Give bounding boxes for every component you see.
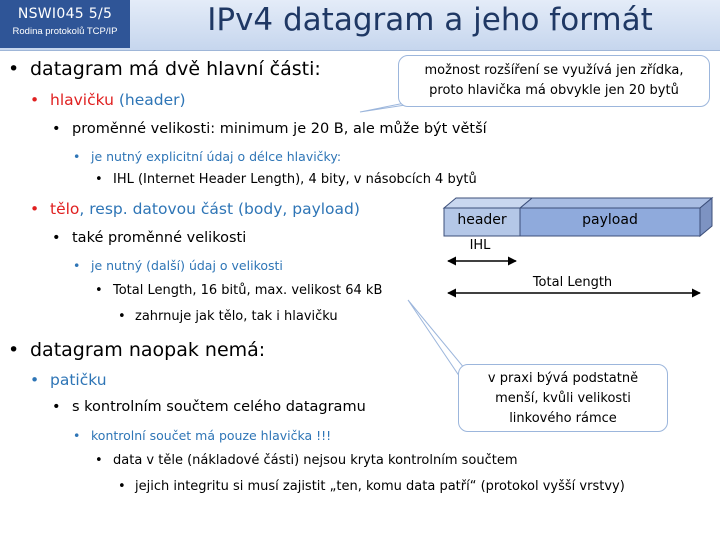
bullet-text: kontrolní součet má pouze hlavička !!! <box>91 428 332 443</box>
bullet-text-blue: , resp. datovou část (body, payload) <box>79 200 360 218</box>
bullet-header-length-required <box>73 149 342 164</box>
course-subtitle: Rodina protokolů TCP/IP <box>12 26 118 37</box>
bullet-dot: • <box>52 399 61 415</box>
bullet-dot: • <box>52 230 61 246</box>
bullet-text: datagram má dvě hlavní části: <box>30 58 321 80</box>
bullet-text: datagram naopak nemá: <box>30 339 266 361</box>
callout-header-size <box>398 55 710 107</box>
bullet-size-required <box>73 258 283 273</box>
bullet-footer <box>30 371 107 389</box>
bullet-dot: • <box>30 91 40 109</box>
callout-mid-line3: linkového rámce <box>509 411 617 426</box>
header-block-label: header <box>457 212 507 228</box>
bullet-text: Total Length, 16 bitů, max. velikost 64 kB <box>113 283 383 298</box>
bullet-text: je nutný explicitní údaj o délce hlavičky: <box>91 149 342 164</box>
callout-top-line2: proto hlavička má obvykle jen 20 bytů <box>429 83 679 98</box>
bullet-dot: • <box>8 339 20 361</box>
bullet-text: s kontrolním součtem celého datagramu <box>72 399 366 415</box>
bullet-body-size <box>52 230 247 246</box>
bullet-datagram-parts <box>8 58 321 80</box>
bullet-includes-both <box>118 309 338 324</box>
bullet-text: jejich integritu si musí zajistit „ten, komu data patří“ (protokol vyšší vrstvy) <box>135 479 625 494</box>
bullet-dot: • <box>95 453 103 468</box>
bullet-dot: • <box>30 200 40 218</box>
bullet-data-not-covered <box>95 453 518 468</box>
callout-mid-line2: menší, kvůli velikosti <box>495 391 631 406</box>
payload-block-label: payload <box>582 212 638 228</box>
bullet-integrity <box>118 479 625 494</box>
callout-mid-line1: v praxi bývá podstatně <box>487 371 639 386</box>
course-code: NSWI045 5/5 <box>17 6 113 22</box>
bullet-ihl <box>95 172 477 187</box>
bullet-dot: • <box>118 309 126 324</box>
bullet-checksum-whole <box>52 399 366 415</box>
bullet-dot: • <box>8 58 20 80</box>
bullet-text-red: tělo <box>50 200 80 218</box>
bullet-text: je nutný (další) údaj o velikosti <box>91 258 283 273</box>
payload-block-top <box>520 198 712 208</box>
bullet-text-red: hlavičku <box>50 91 114 109</box>
header-block-top <box>444 198 532 208</box>
bullet-dot: • <box>73 149 81 164</box>
bullet-dot: • <box>95 283 103 298</box>
bullet-text: také proměnné velikosti <box>72 230 247 246</box>
bullet-dot: • <box>95 172 103 187</box>
total-length-label: Total Length <box>532 275 613 290</box>
bullet-text: patičku <box>50 371 107 389</box>
ihl-label: IHL <box>469 238 491 253</box>
slide-title: IPv4 datagram a jeho formát <box>207 2 653 38</box>
bullet-header-size <box>52 121 487 137</box>
callout-top-line1: možnost rozšíření se využívá jen zřídka, <box>424 63 684 78</box>
bullet-body <box>30 200 360 218</box>
bullet-text: IHL (Internet Header Length), 4 bity, v násobcích 4 bytů <box>113 172 477 187</box>
bullet-text: zahrnuje jak tělo, tak i hlavičku <box>135 309 338 324</box>
bullet-checksum-header-only <box>73 428 332 443</box>
bullet-dot: • <box>52 121 61 137</box>
bullet-text: proměnné velikosti: minimum je 20 B, ale může být větší <box>72 121 487 137</box>
bullet-dot: • <box>30 371 40 389</box>
callout-total-length <box>458 364 668 432</box>
bullet-dot: • <box>73 428 81 443</box>
bullet-text: data v těle (nákladové části) nejsou kryta kontrolním součtem <box>113 453 518 468</box>
bullet-datagram-lacks <box>8 339 266 361</box>
bullet-header <box>30 91 186 109</box>
bullet-dot: • <box>73 258 81 273</box>
bullet-total-length <box>95 283 383 298</box>
bullet-dot: • <box>118 479 126 494</box>
bullet-text-blue: (header) <box>113 91 186 109</box>
